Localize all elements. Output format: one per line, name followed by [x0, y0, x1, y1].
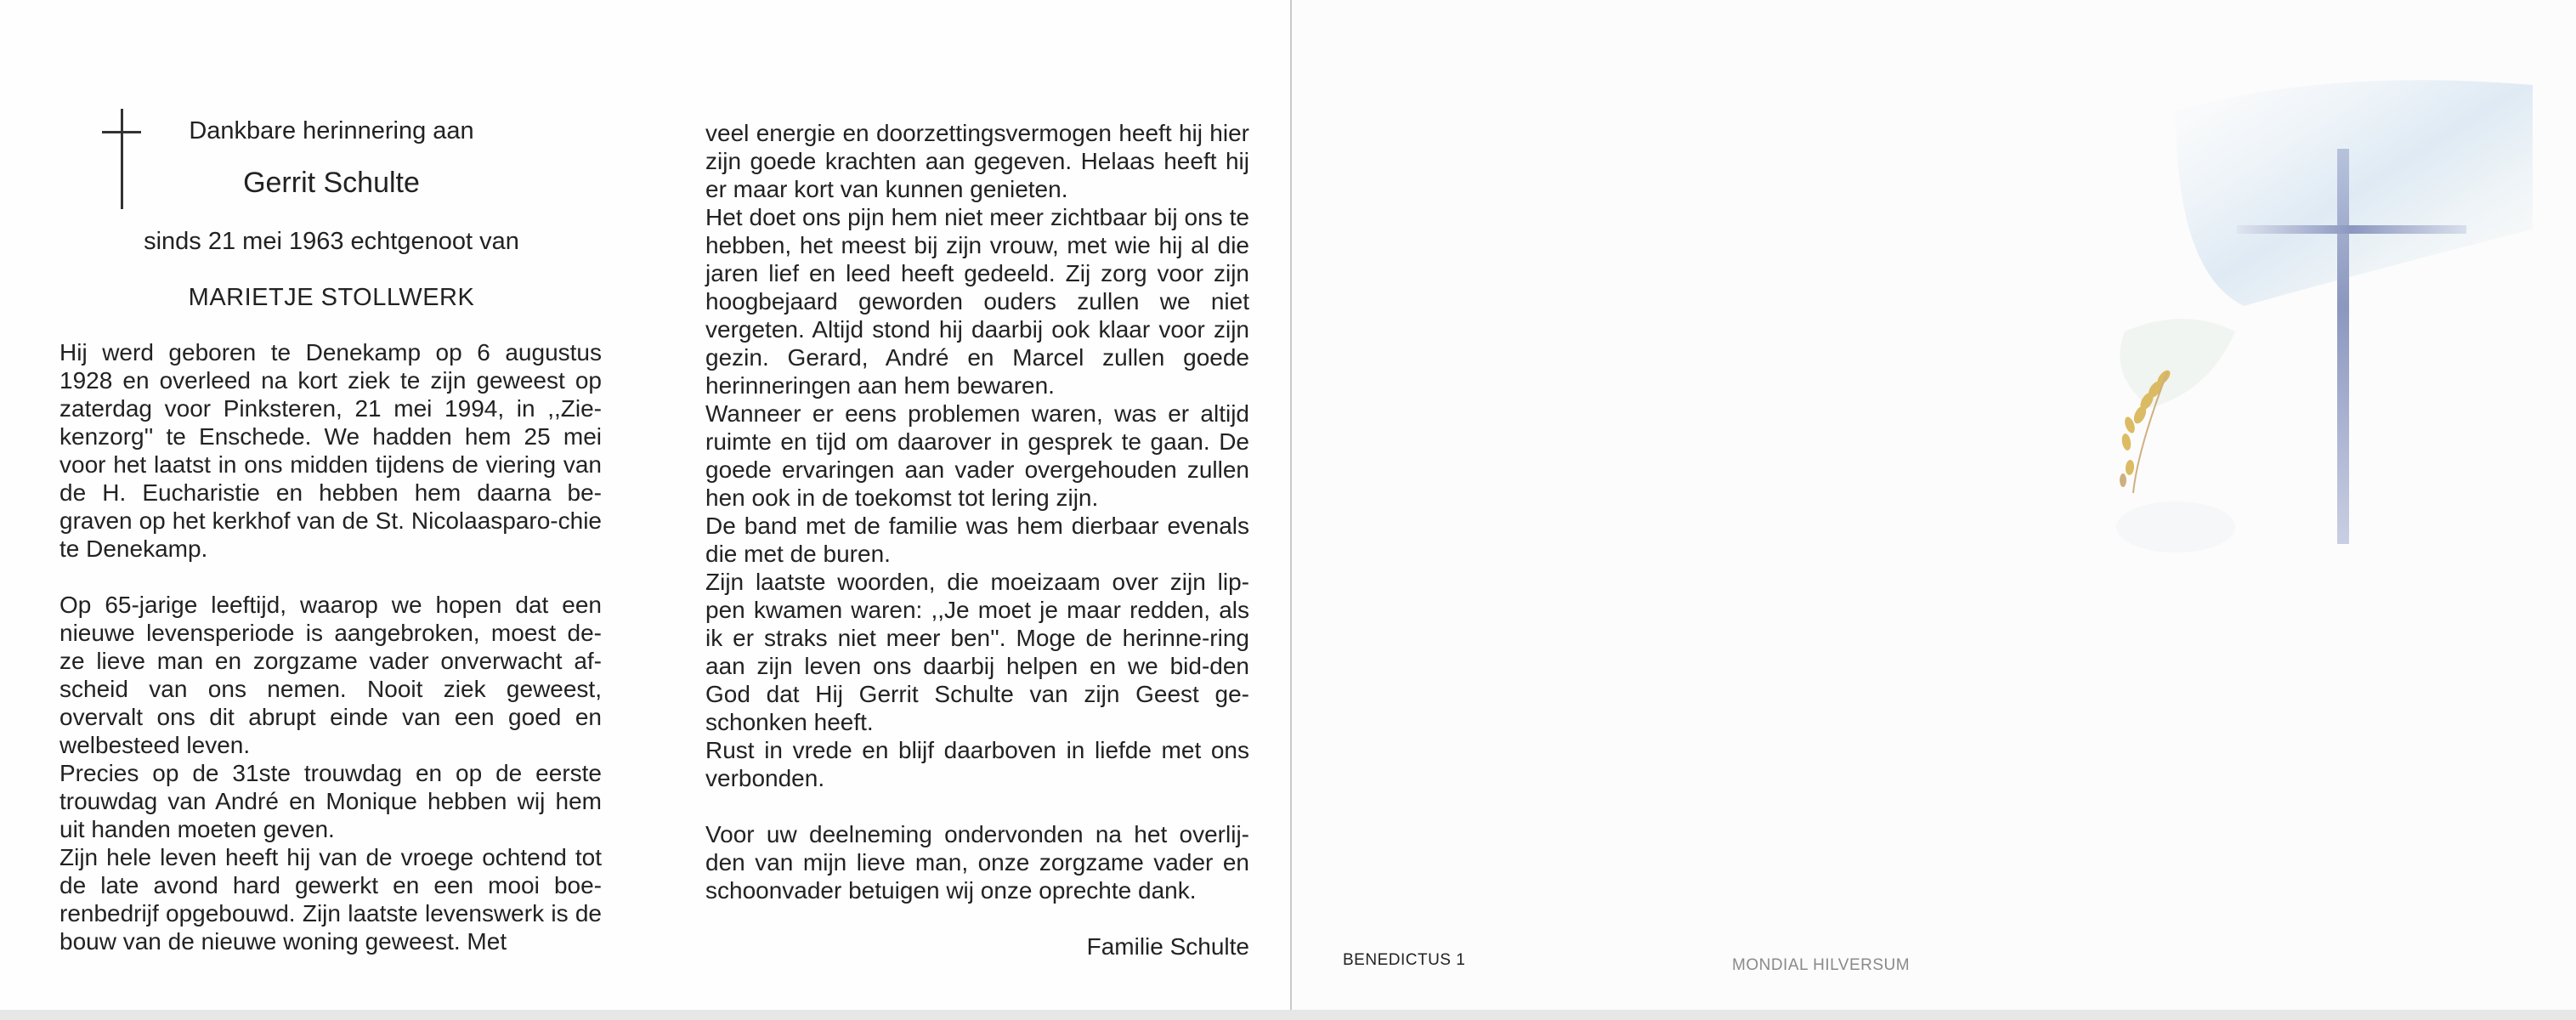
- paragraph: Zijn laatste woorden, die moeizaam over zijn lip-pen kwamen waren: ,,Je moet je maar redden, als ik er straks niet meer ben''. Moge de herinne-ring aan zijn leven ons daarbij helpen en we bid-den God dat Hij Gerrit Schulte van zijn Geest ge-schonken heeft.: [705, 569, 1249, 735]
- deceased-name: Gerrit Schulte: [243, 167, 420, 199]
- signature: Familie Schulte: [1086, 933, 1249, 960]
- bottom-edge: [0, 1010, 2576, 1020]
- paragraph: Het doet ons pijn hem niet meer zichtbaar bij ons te hebben, het meest bij zijn vrouw, met wie hij al die jaren lief en leed heeft gedeeld. Zij zorg voor zijn hoogbejaard geworden ouders zullen we niet vergeten. Altijd stond hij daarbij ook klaar voor zijn gezin. Gerard, André en Marcel zullen goede herinneringen aan hem bewaren.: [705, 204, 1249, 399]
- column-2: [705, 119, 1249, 960]
- thanks-paragraph: Voor uw deelneming ondervonden na het overlij-den van mijn lieve man, onze zorgzame vader en schoonvader betuigen wij onze oprechte dank.: [705, 821, 1249, 904]
- paragraph: Hij werd geboren te Denekamp op 6 augustus 1928 en overleed na kort ziek te zijn geweest op zaterdag voor Pinksteren, 21 mei 1994, in ,,Zie-kenzorg'' te Enschede. We hadden hem 25 mei voor het laatst in ons midden tijdens de viering van de H. Eucharistie en hebben hem daarna be-graven op het kerkhof van de St. Nicolaasparo-chie te Denekamp.: [59, 339, 602, 562]
- paragraph: veel energie en doorzettingsvermogen heeft hij hier zijn goede krachten aan gegeven. Helaas heeft hij er maar kort van kunnen genieten.: [705, 120, 1249, 202]
- paragraph: Zijn hele leven heeft hij van de vroege ochtend tot de late avond hard gewerkt en een mooi boe-renbedrijf opgebouwd. Zijn laatste levenswerk is de bouw van de nieuwe woning geweest. Met: [59, 844, 602, 955]
- paragraph: Wanneer er eens problemen waren, was er altijd ruimte en tijd om daarover in gesprek te gaan. De goede ervaringen aan vader overgehouden zullen hen ook in de toekomst tot lering zijn.: [705, 400, 1249, 511]
- spouse-line: sinds 21 mei 1963 echtgenoot van: [144, 228, 519, 255]
- paragraph: De band met de familie was hem dierbaar evenals die met de buren.: [705, 513, 1249, 567]
- paragraph: Op 65-jarige leeftijd, waarop we hopen dat een nieuwe levensperiode is aangebroken, moest de-ze lieve man en zorgzame vader onverwacht af-scheid van ons nemen. Nooit ziek geweest, overvalt ons dit abrupt einde van een goed en welbesteed leven.: [59, 592, 602, 758]
- cross-horizontal: [2237, 225, 2466, 234]
- cross-icon: [102, 109, 141, 211]
- paragraph: Precies op de 31ste trouwdag en op de eerste trouwdag van André en Monique hebben wij hem uit handen moeten geven.: [59, 760, 602, 842]
- footer-series: BENEDICTUS 1: [1343, 951, 1466, 969]
- footer-publisher: MONDIAL HILVERSUM: [1732, 956, 1911, 974]
- cross-illustration: [2074, 51, 2550, 595]
- paragraph: Rust in vrede en blijf daarboven in liefde met ons verbonden.: [705, 737, 1249, 791]
- spouse-name: MARIETJE STOLLWERK: [188, 284, 475, 311]
- column-1: [59, 338, 602, 955]
- intro-text: Dankbare herinnering aan: [189, 117, 474, 144]
- cross-vertical: [2337, 149, 2349, 544]
